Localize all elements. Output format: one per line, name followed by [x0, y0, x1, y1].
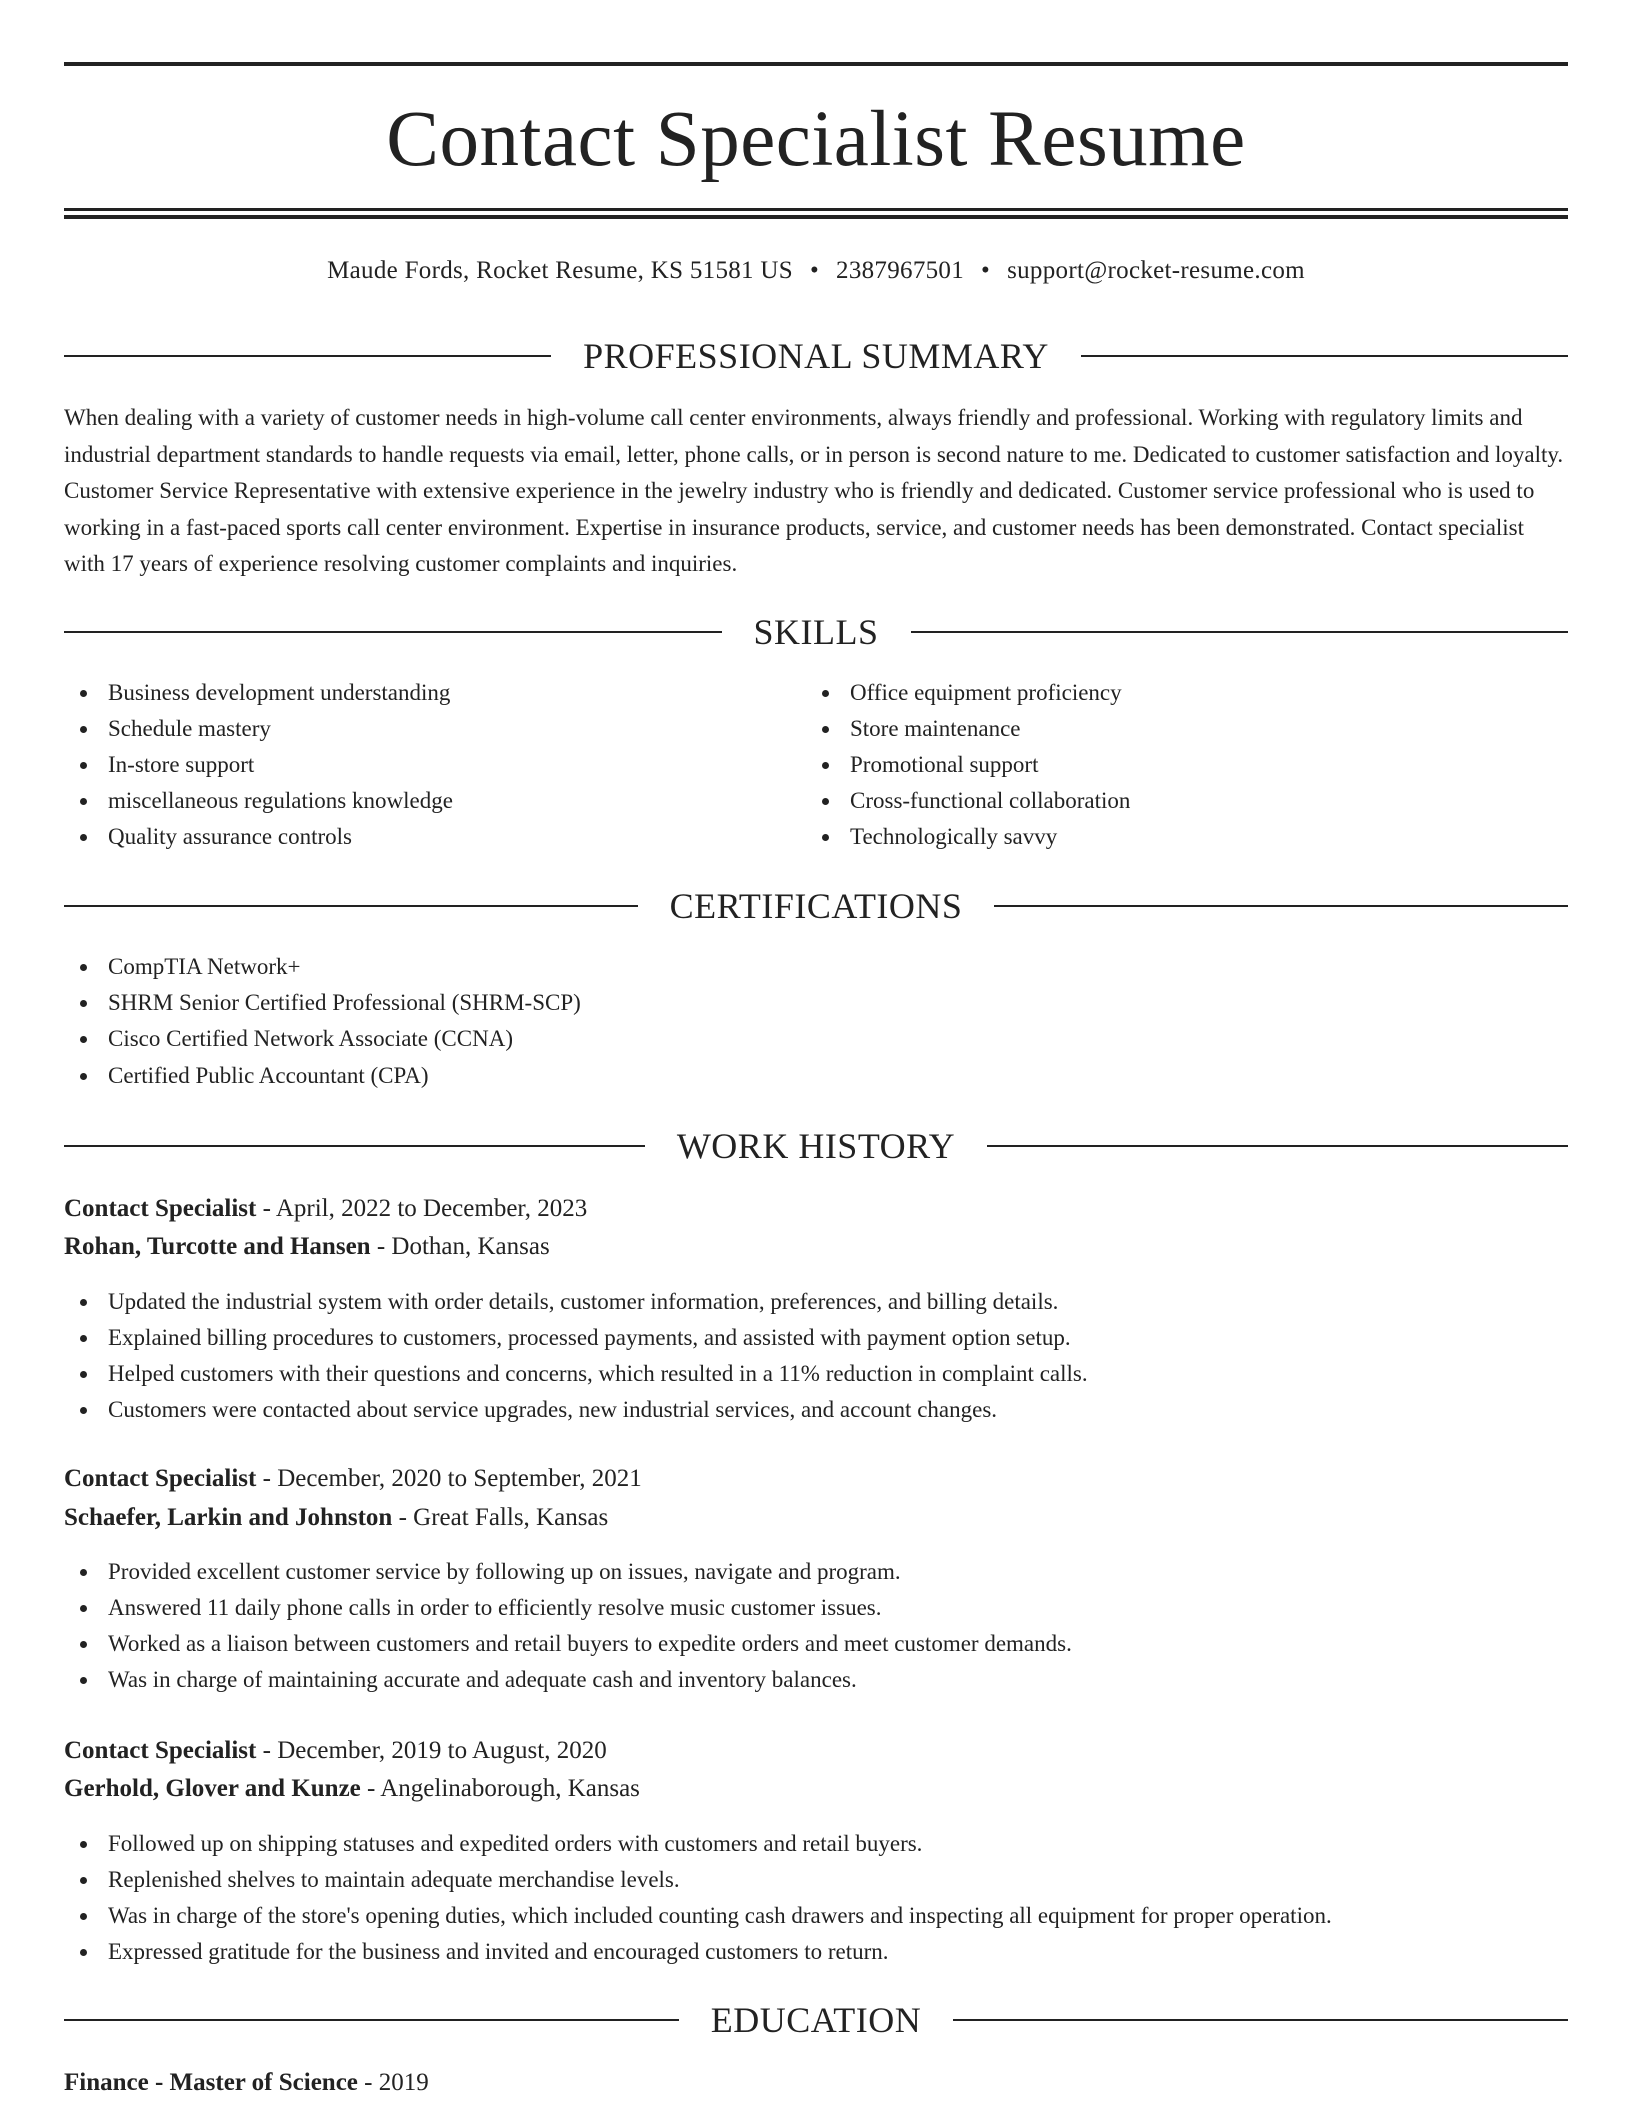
certification-item: SHRM Senior Certified Professional (SHRM-SCP) [64, 985, 581, 1021]
certifications-list [64, 949, 581, 1094]
job-bullets [64, 1284, 1088, 1428]
skills-list-right [806, 675, 1130, 855]
job-company: Gerhold, Glover and Kunze [64, 1775, 361, 1802]
contact-separator: • [981, 257, 991, 284]
section-title: CERTIFICATIONS [669, 886, 963, 926]
certification-item: Certified Public Accountant (CPA) [64, 1058, 581, 1094]
skill-item: Cross-functional collaboration [806, 783, 1130, 819]
section-header-certifications [64, 884, 1568, 928]
section-rule [64, 1145, 645, 1147]
job-company: Rohan, Turcotte and Hansen [64, 1233, 371, 1260]
job-title: Contact Specialist [64, 1465, 257, 1492]
job-bullet: Customers were contacted about service upgrades, new industrial services, and account changes. [64, 1392, 1088, 1428]
contact-phone: 2387967501 [836, 257, 965, 284]
skill-item: In-store support [64, 747, 453, 783]
section-header-skills [64, 610, 1568, 654]
section-title: WORK HISTORY [676, 1126, 956, 1166]
job-company-line [64, 1500, 1568, 1536]
job-title-line [64, 1461, 1568, 1497]
section-rule [64, 2019, 679, 2021]
dash: - [256, 1465, 278, 1492]
skill-item: Technologically savvy [806, 819, 1130, 855]
resume-title: Contact Specialist Resume [386, 96, 1246, 183]
section-header-work-history [64, 1124, 1568, 1168]
contact-address: Maude Fords, Rocket Resume, KS 51581 US [327, 257, 793, 284]
section-rule [1081, 355, 1568, 357]
contact-line [64, 253, 1568, 289]
job-dates: April, 2022 to December, 2023 [275, 1195, 588, 1222]
dash: - [357, 2069, 379, 2096]
job-company-line [64, 1771, 1568, 1807]
education-line [64, 2065, 1568, 2101]
job-bullet: Worked as a liaison between customers and retail buyers to expedite orders and meet customer demands. [64, 1626, 1072, 1662]
education-year: 2019 [378, 2069, 429, 2096]
section-rule [64, 355, 551, 357]
job-title-line [64, 1191, 1568, 1227]
section-rule [987, 1145, 1568, 1147]
job-bullet: Provided excellent customer service by following up on issues, navigate and program. [64, 1554, 1072, 1590]
section-header-education [64, 1998, 1568, 2042]
skill-item: Office equipment proficiency [806, 675, 1130, 711]
job-bullet: Helped customers with their questions and concerns, which resulted in a 11% reduction in complaint calls. [64, 1356, 1088, 1392]
certification-item: CompTIA Network+ [64, 949, 581, 985]
education-field: Finance - Master of Science [64, 2069, 358, 2096]
section-rule [64, 631, 722, 633]
job-company-line [64, 1229, 1568, 1265]
job-company: Schaefer, Larkin and Johnston [64, 1504, 393, 1531]
job-bullet: Answered 11 daily phone calls in order to efficiently resolve music customer issues. [64, 1590, 1072, 1626]
top-rule [64, 62, 1568, 66]
section-header-summary [64, 334, 1568, 378]
job-location: Angelinaborough, Kansas [380, 1775, 640, 1802]
section-rule [994, 905, 1568, 907]
section-title: PROFESSIONAL SUMMARY [583, 336, 1049, 376]
skill-item: Schedule mastery [64, 711, 453, 747]
job-bullet: Followed up on shipping statuses and expedited orders with customers and retail buyers. [64, 1826, 1332, 1862]
job-bullet: Was in charge of the store's opening duties, which included counting cash drawers and inspecting all equipment for proper operation. [64, 1898, 1332, 1934]
job-title: Contact Specialist [64, 1195, 257, 1222]
certification-item: Cisco Certified Network Associate (CCNA) [64, 1021, 581, 1057]
contact-email: support@rocket-resume.com [1007, 257, 1305, 284]
job-location: Great Falls, Kansas [413, 1504, 609, 1531]
job-location: Dothan, Kansas [391, 1233, 550, 1260]
section-title: EDUCATION [710, 2000, 922, 2040]
dash: - [370, 1233, 392, 1260]
title-double-rule-top [64, 208, 1568, 211]
dash: - [360, 1775, 381, 1802]
job-bullet: Explained billing procedures to customers, processed payments, and assisted with payment option setup. [64, 1320, 1088, 1356]
job-dates: December, 2020 to September, 2021 [277, 1465, 642, 1492]
dash: - [256, 1195, 276, 1222]
summary-paragraph: When dealing with a variety of customer needs in high-volume call center environments, always friendly and professional. Working with regulatory limits and industrial department standards to handle requests via email, letter, phone calls, or in person is second nature to me. Dedicated to customer satisfaction and loyalty. Customer Service Representative with extensive experience in the jewelry industry who is friendly and dedicated. Customer service professional who is used to working in a fast-paced sports call center environment. Expertise in insurance products, service, and customer needs has been demonstrated. Contact specialist with 17 years of experience resolving customer complaints and inquiries. [64, 405, 1564, 576]
skill-item: Store maintenance [806, 711, 1130, 747]
job-bullet: Updated the industrial system with order details, customer information, preferences, and billing details. [64, 1284, 1088, 1320]
skill-item: miscellaneous regulations knowledge [64, 783, 453, 819]
skill-item: Business development understanding [64, 675, 453, 711]
job-bullets [64, 1554, 1072, 1698]
job-bullet: Expressed gratitude for the business and invited and encouraged customers to return. [64, 1934, 1332, 1970]
skill-item: Promotional support [806, 747, 1130, 783]
job-title: Contact Specialist [64, 1737, 257, 1764]
job-bullet: Was in charge of maintaining accurate and adequate cash and inventory balances. [64, 1662, 1072, 1698]
skill-item: Quality assurance controls [64, 819, 453, 855]
dash: - [256, 1737, 278, 1764]
contact-separator: • [809, 257, 820, 284]
skills-list-left [64, 675, 453, 855]
section-title: SKILLS [753, 612, 879, 652]
job-title-line [64, 1733, 1568, 1769]
section-rule [911, 631, 1569, 633]
title-double-rule-bottom [64, 215, 1568, 219]
job-dates: December, 2019 to August, 2020 [277, 1737, 607, 1764]
section-rule [64, 905, 638, 907]
job-bullet: Replenished shelves to maintain adequate merchandise levels. [64, 1862, 1332, 1898]
dash: - [392, 1504, 414, 1531]
job-bullets [64, 1826, 1332, 1970]
section-rule [953, 2019, 1568, 2021]
